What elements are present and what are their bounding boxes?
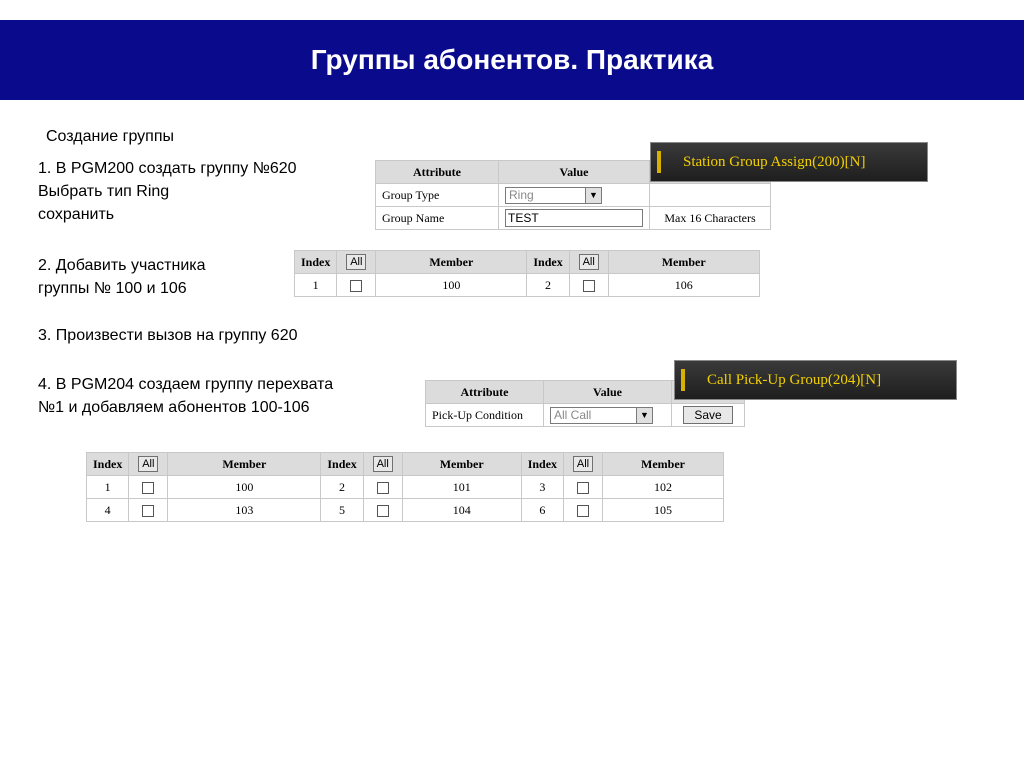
call-pickup-group-banner bbox=[674, 360, 957, 400]
step-1-line-2: Выбрать тип Ring bbox=[38, 183, 170, 200]
member-checkbox[interactable] bbox=[577, 482, 589, 494]
all-header bbox=[337, 251, 376, 274]
member-header: Member bbox=[376, 251, 527, 274]
table-row bbox=[376, 207, 771, 230]
select-all-button[interactable]: All bbox=[138, 456, 158, 472]
step-3-line-1: 3. Произвести вызов на группу 620 bbox=[38, 327, 298, 344]
step-2 bbox=[38, 254, 206, 300]
select-all-button[interactable]: All bbox=[346, 254, 366, 270]
member-cell[interactable]: 103 bbox=[168, 499, 321, 522]
banner-title: Call Pick-Up Group(204)[N] bbox=[707, 371, 882, 388]
group-name-note: Max 16 Characters bbox=[650, 207, 771, 230]
table-row bbox=[295, 274, 760, 297]
index-header: Index bbox=[321, 453, 363, 476]
index-cell: 1 bbox=[87, 476, 129, 499]
checkbox-cell bbox=[363, 476, 402, 499]
index-cell: 5 bbox=[321, 499, 363, 522]
index-cell: 2 bbox=[527, 274, 569, 297]
all-header bbox=[129, 453, 168, 476]
member-header: Member bbox=[608, 251, 759, 274]
index-cell: 3 bbox=[521, 476, 563, 499]
save-button[interactable]: Save bbox=[683, 406, 732, 424]
pickup-condition-select[interactable] bbox=[550, 407, 653, 424]
group-name-cell bbox=[499, 207, 650, 230]
table-row bbox=[87, 476, 724, 499]
index-header: Index bbox=[521, 453, 563, 476]
member-checkbox[interactable] bbox=[350, 280, 362, 292]
member-cell[interactable]: 104 bbox=[402, 499, 521, 522]
member-cell[interactable]: 102 bbox=[603, 476, 724, 499]
banner-accent-bar bbox=[657, 151, 661, 173]
group-type-label: Group Type bbox=[376, 184, 499, 207]
step-3 bbox=[38, 324, 298, 347]
pickup-condition-label: Pick-Up Condition bbox=[426, 404, 544, 427]
group-name-input[interactable]: TEST bbox=[505, 209, 643, 227]
index-header: Index bbox=[295, 251, 337, 274]
member-cell[interactable]: 100 bbox=[376, 274, 527, 297]
all-header bbox=[363, 453, 402, 476]
select-all-button[interactable]: All bbox=[579, 254, 599, 270]
pickup-condition-value: All Call bbox=[554, 407, 592, 422]
slide-header bbox=[0, 20, 1024, 100]
member-checkbox[interactable] bbox=[377, 505, 389, 517]
select-all-button[interactable]: All bbox=[573, 456, 593, 472]
step-1-line-3: сохранить bbox=[38, 206, 115, 223]
step-2-line-1: 2. Добавить участника bbox=[38, 257, 206, 274]
table-row bbox=[426, 404, 745, 427]
step-1 bbox=[38, 157, 297, 226]
station-group-assign-banner bbox=[650, 142, 928, 182]
pickup-condition-cell bbox=[544, 404, 672, 427]
checkbox-cell bbox=[337, 274, 376, 297]
banner-accent-bar bbox=[681, 369, 685, 391]
member-checkbox[interactable] bbox=[142, 505, 154, 517]
checkbox-cell bbox=[564, 499, 603, 522]
table-row bbox=[87, 499, 724, 522]
step-4-line-1: 4. В PGM204 создаем группу перехвата bbox=[38, 376, 334, 393]
checkbox-cell bbox=[129, 499, 168, 522]
group-type-cell bbox=[499, 184, 650, 207]
attribute-header: Attribute bbox=[426, 381, 544, 404]
dropdown-arrow-icon[interactable]: ▼ bbox=[585, 188, 601, 203]
index-header: Index bbox=[527, 251, 569, 274]
banner-title: Station Group Assign(200)[N] bbox=[683, 153, 866, 170]
member-checkbox[interactable] bbox=[577, 505, 589, 517]
section-title: Создание группы bbox=[46, 128, 174, 145]
save-cell bbox=[672, 404, 745, 427]
index-cell: 6 bbox=[521, 499, 563, 522]
index-cell: 4 bbox=[87, 499, 129, 522]
value-header: Value bbox=[499, 161, 650, 184]
dropdown-arrow-icon[interactable]: ▼ bbox=[636, 408, 652, 423]
all-header bbox=[564, 453, 603, 476]
member-checkbox[interactable] bbox=[377, 482, 389, 494]
value-header: Value bbox=[544, 381, 672, 404]
index-cell: 2 bbox=[321, 476, 363, 499]
empty-cell bbox=[650, 184, 771, 207]
attribute-header: Attribute bbox=[376, 161, 499, 184]
group-type-value: Ring bbox=[509, 187, 534, 202]
step-1-line-1: 1. В PGM200 создать группу №620 bbox=[38, 160, 297, 177]
member-cell[interactable]: 105 bbox=[603, 499, 724, 522]
member-header: Member bbox=[603, 453, 724, 476]
member-header: Member bbox=[168, 453, 321, 476]
slide-title: Группы абонентов. Практика bbox=[310, 44, 714, 75]
step-2-line-2: группы № 100 и 106 bbox=[38, 280, 187, 297]
pickup-member-table bbox=[86, 452, 724, 522]
member-checkbox[interactable] bbox=[583, 280, 595, 292]
member-checkbox[interactable] bbox=[142, 482, 154, 494]
all-header bbox=[569, 251, 608, 274]
checkbox-cell bbox=[564, 476, 603, 499]
step-4-line-2: №1 и добавляем абонентов 100-106 bbox=[38, 399, 310, 416]
member-cell[interactable]: 100 bbox=[168, 476, 321, 499]
step-4 bbox=[38, 373, 333, 419]
member-cell[interactable]: 106 bbox=[608, 274, 759, 297]
checkbox-cell bbox=[129, 476, 168, 499]
checkbox-cell bbox=[569, 274, 608, 297]
group-name-label: Group Name bbox=[376, 207, 499, 230]
index-cell: 1 bbox=[295, 274, 337, 297]
table-row bbox=[376, 184, 771, 207]
group-type-select[interactable] bbox=[505, 187, 602, 204]
member-cell[interactable]: 101 bbox=[402, 476, 521, 499]
checkbox-cell bbox=[363, 499, 402, 522]
group-member-table bbox=[294, 250, 760, 297]
select-all-button[interactable]: All bbox=[373, 456, 393, 472]
member-header: Member bbox=[402, 453, 521, 476]
index-header: Index bbox=[87, 453, 129, 476]
